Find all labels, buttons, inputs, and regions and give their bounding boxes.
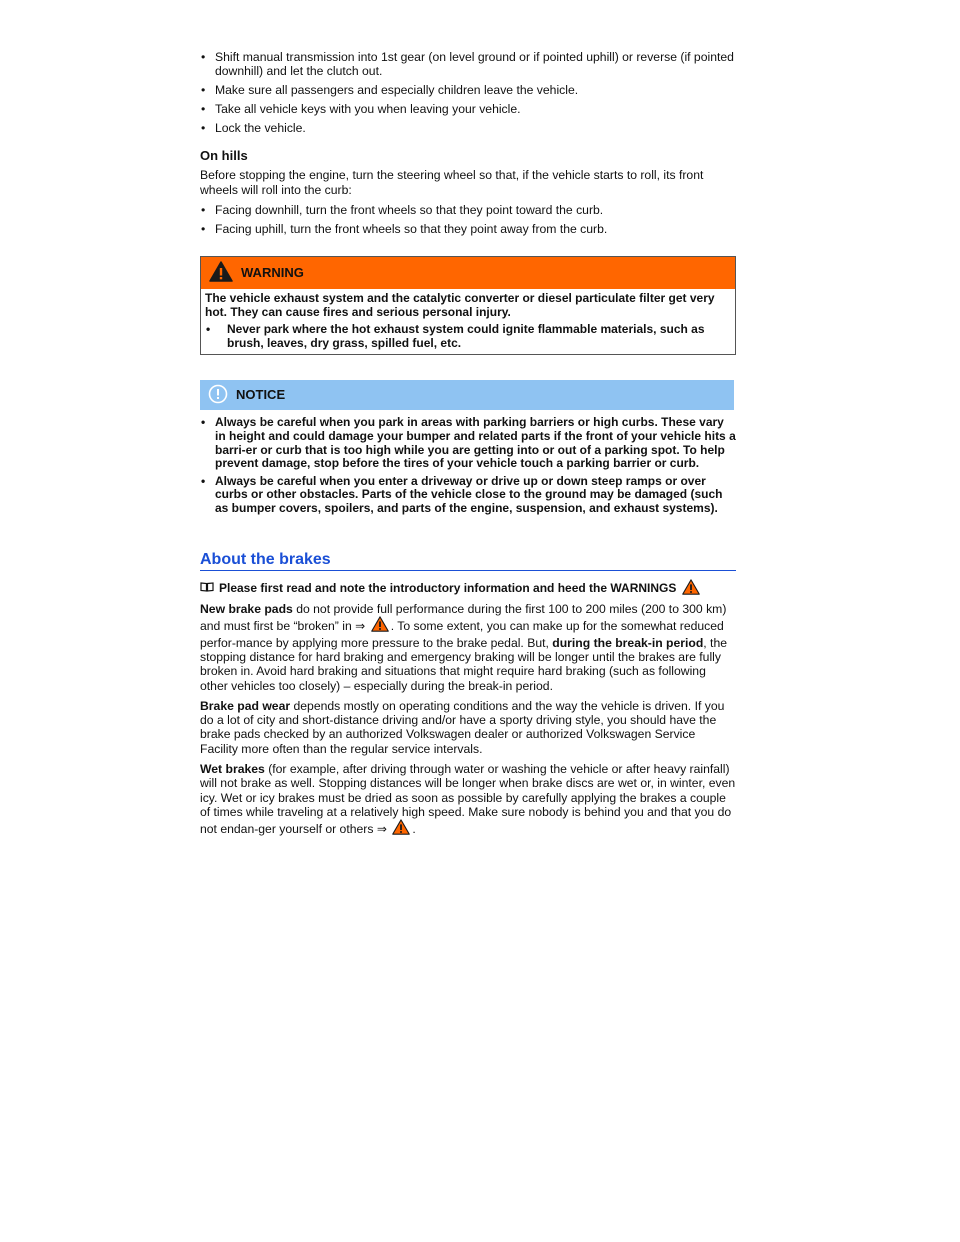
list-item: • Always be careful when you enter a driveway or drive up or down steep ramps or over curbs or other obstacles. Parts of the vehicle close to the ground may be damaged (such as bumper covers, spoilers, and parts of the engine, suspension, and exhaust systems). [201, 473, 723, 515]
manual-page [200, 50, 736, 845]
warning-triangle-icon [209, 261, 233, 285]
new-brake-pads-paragraph: New brake pads do not provide full performance during the first 100 to 200 miles (200 to 300 km) and must first be “broken” in ⇒ . To some extent, you can make up for the somewhat reduced perfor-mance by applying more pressure to the brake pedal. But, during the break-in period, the stopping distance for hard braking and emergency braking will be longer until the brakes are fully broken in. Avoid hard braking and situations that might require hard braking (such as following other vehicles too closely) – especially during the break-in period. [200, 602, 727, 693]
list-item: • Always be careful when you park in areas with parking barriers or high curbs. These vary in height and could damage your bumper and related parts if the front of your vehicle hits a barri-er or curb that is too high while you are getting into or out of a parking spot. To help prevent damage, stop before the tires of your vehicle touch a parking barrier or curb. [201, 415, 736, 471]
warning-text: The vehicle exhaust system and the catalytic converter or diesel particulate filter get very hot. They can cause fires and serious personal injury. [205, 290, 715, 319]
list-item: • Facing downhill, turn the front wheels so that they point toward the curb. [201, 202, 604, 217]
bullet-icon: • [201, 50, 206, 64]
bullet-icon: • [201, 101, 206, 116]
bullet-icon: • [206, 322, 211, 337]
intro-note [200, 579, 736, 598]
bullet-icon: • [201, 120, 206, 135]
list-item: • Never park where the hot exhaust system could ignite flammable materials, such as brush, leaves, dry grass, spilled fuel, etc. [206, 322, 705, 350]
list-item: • Shift manual transmission into 1st gear (on level ground or if pointed uphill) or reverse (if pointed downhill) and let the clutch out. [201, 50, 734, 79]
warning-triangle-icon [682, 579, 700, 598]
notice-label: NOTICE [236, 387, 286, 403]
hills-heading: On hills [200, 147, 248, 163]
warning-triangle-icon[interactable] [392, 819, 410, 838]
warning-triangle-icon[interactable] [371, 616, 389, 635]
brake-pad-wear-paragraph: Brake pad wear depends mostly on operating conditions and the way the vehicle is driven. If you do a lot of city and short-distance driving and/or have a sporty driving style, you should have the brake pads checked by an authorized Volkswagen dealer or authorized Volkswagen Service Facility more often than the regular service intervals. [200, 698, 725, 756]
wet-brakes-paragraph: Wet brakes (for example, after driving through water or washing the vehicle or after heavy rainfall) will not brake as well. Stopping distances will be longer when brake discs are wet or, in winter, even icy. Wet or icy brakes must be dried as soon as possible by carefully applying the brakes a couple of times while traveling at a relatively high speed. Make sure nobody is behind you and that you do not endan-ger yourself or others ⇒ . [200, 762, 736, 838]
bullet-icon: • [201, 221, 206, 236]
bullet-icon: • [201, 202, 206, 217]
book-icon [200, 581, 214, 595]
warning-label: WARNING [241, 264, 304, 280]
bullet-icon: • [201, 83, 206, 98]
warning-body [201, 289, 735, 354]
bullet-icon: • [201, 473, 206, 488]
warning-header [201, 257, 735, 289]
notice-list [200, 416, 736, 515]
list-item: • Make sure all passengers and especially children leave the vehicle. [201, 83, 579, 98]
parking-steps-list [200, 50, 736, 135]
intro-text: Please first read and note the introductory information and heed the WARNINGS [219, 581, 677, 596]
exclamation-circle-icon [208, 384, 228, 407]
list-item: • Take all vehicle keys with you when leaving your vehicle. [201, 101, 521, 116]
list-item: • Lock the vehicle. [201, 120, 306, 135]
bullet-icon: • [201, 415, 206, 430]
hills-text: Before stopping the engine, turn the steering wheel so that, if the vehicle starts to roll, its front wheels will roll into the curb: [200, 168, 704, 197]
warning-box [200, 256, 736, 355]
notice-body [200, 416, 736, 515]
warning-list [205, 323, 731, 350]
hills-list [200, 203, 736, 236]
notice-header [200, 380, 734, 410]
brakes-section-title: About the brakes [200, 553, 736, 571]
list-item: • Facing uphill, turn the front wheels so that they point away from the curb. [201, 221, 608, 236]
